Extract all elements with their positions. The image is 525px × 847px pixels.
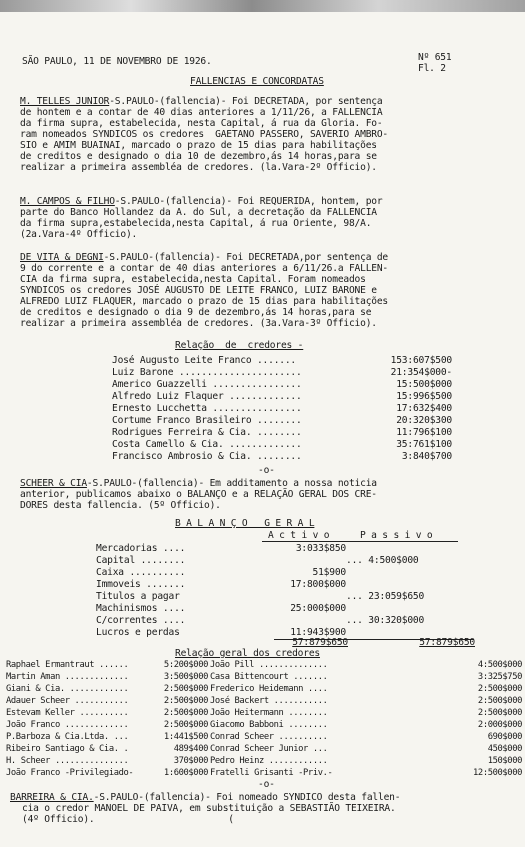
table-row: Raphael Ermantraut ...... 5:200$000 João Pill .............. 4:500$000	[6, 660, 522, 670]
entry-name: BARREIRA & CIA.	[10, 792, 94, 803]
balance-total-passivo: 57:879$650	[419, 637, 475, 648]
balance-title: B A L A N Ç O G E R A L	[175, 518, 315, 529]
list-item: Francisco Ambrosio & Cia. ........ 3:840$700	[112, 451, 452, 462]
separator: -o-	[258, 465, 275, 476]
table-row: Lucros e perdas 11:943$900	[96, 627, 346, 638]
entry-name: M. CAMPOS & FILHO	[20, 196, 115, 207]
sheet-number: Fl. 2	[418, 63, 446, 74]
table-row: Immoveis ....... 17:800$000	[96, 579, 346, 590]
general-title: Relação geral dos credores	[175, 648, 320, 659]
bulletin-number: Nº 651	[418, 52, 452, 63]
balance-header-rule	[262, 541, 458, 542]
creditors-title: Relação de credores -	[175, 340, 304, 351]
list-item: José Augusto Leite Franco ....... 153:607$500	[112, 355, 452, 366]
list-item: Alfredo Luiz Flaquer ............. 15:996$500	[112, 391, 452, 402]
list-item: Americo Guazzelli ................ 15:500$000	[112, 379, 452, 390]
entry-name: SCHEER & CIA	[20, 478, 87, 489]
entry-telles-junior: M. TELLES JUNIOR-S.PAULO-(fallencia)- Foi DECRETADA, por sentença de hontem e a contar de 40 dias anteriores a 1/11/26, a FALLENCIA da firma supra, estabelecida, nesta Capital, á rua da Gloria. Fo- ram nomeados SYNDICOS os credores GAETANO PASSERO, SAVERIO AMBRO- SIO e AMIM BUAINAI, marcado o prazo de 15 dias para habilitações de creditos e designado o dia 10 de dezembro,ás 14 horas,para se realizar a primeira assembléa de credores. (la.Vara-2º Officio).	[20, 96, 389, 173]
list-item: Rodrigues Ferreira & Cia. ........ 11:796$100	[112, 427, 452, 438]
balance-total-activo: 57:879$650	[292, 637, 348, 648]
table-row: João Franco -Privilegiado- 1:600$000 Fratelli Grisanti -Priv.- 12:500$000	[6, 768, 522, 778]
general-creditors-table	[6, 660, 522, 780]
list-item: Costa Camello & Cia. ............. 35:761$100	[112, 439, 452, 450]
table-row: Mercadorias .... 3:033$850	[96, 543, 346, 554]
table-row: Capital ........ ... 4:500$000	[96, 555, 419, 566]
entry-name: DE VITA & DEGNI	[20, 252, 104, 263]
table-row: Ribeiro Santiago & Cia. . 489$400 Conrad Scheer Junior ... 450$000	[6, 744, 522, 754]
list-item: Cortume Franco Brasileiro ........ 20:320$300	[112, 415, 452, 426]
entry-campos-filho: M. CAMPOS & FILHO-S.PAULO-(fallencia)- Foi REQUERIDA, hontem, por parte do Banco Hollandez da A. do Sul, a decretação da FALLENCIA da firma supra,estabelecida,nesta Capital, á rua Oriente, 98/A. (2a.Vara-4º Officio).	[20, 196, 383, 240]
section-title: FALLENCIAS E CONCORDATAS	[190, 76, 324, 87]
table-row: C/correntes .... ... 30:320$000	[96, 615, 425, 626]
table-row: Machinismos .... 25:000$000	[96, 603, 346, 614]
table-row: Adauer Scheer ........... 2:500$000 José Backert ........... 2:500$000	[6, 696, 522, 706]
table-row: Martin Aman ............. 3:500$000 Casa Bittencourt ....... 3:325$750	[6, 672, 522, 682]
entry-de-vita-degni: DE VITA & DEGNI-S.PAULO-(fallencia)- Foi DECRETADA,por sentença de 9 do corrente e a contar de 40 dias anteriores a 6/11/26.a FALLEN- CIA da firma supra, estabelecida,nesta Capital. Foram nomeados SYNDICOS os credores JOSÉ AUGUSTO DE LEITE FRANCO, LUIZ BARONE e ALFREDO LUIZ FLAQUER, marcado o prazo de 15 dias para habilitações de creditos e designado o dia 9 de dezembro,ás 14 horas,para se realizar a primeira assembléa de credores. (3a.Vara-3º Officio).	[20, 252, 389, 329]
table-row: P.Barboza & Cia.Ltda. ... 1:441$500 Conrad Scheer .......... 690$000	[6, 732, 522, 742]
creditors-list	[112, 355, 452, 467]
entry-scheer-cia: SCHEER & CIA-S.PAULO-(fallencia)- Em additamento a nossa noticia anterior, publicamos abaixo o BALANÇO e a RELAÇÃO GERAL DOS CRE- DORES desta fallencia. (5º Officio).	[20, 478, 377, 511]
table-row: Estevam Keller .......... 2:500$000 João Heitermann ........ 2:500$000	[6, 708, 522, 718]
entry-barreira-cia: BARREIRA & CIA.-S.PAULO-(fallencia)- Foi nomeado SYNDICO desta fallen- cia o credor MANOEL DE PAIVA, em substituição a SEBASTIÃO TEIXEIRA. (4º Officio). (	[10, 792, 401, 825]
dateline: SÃO PAULO, 11 DE NOVEMBRO DE 1926.	[22, 56, 212, 67]
table-row: Caixa .......... 51$900	[96, 567, 346, 578]
separator: -o-	[258, 779, 275, 790]
table-row: João Franco ............. 2:500$000 Giacomo Babboni ........ 2:000$000	[6, 720, 522, 730]
balance-col-activo: A c t i v o	[268, 530, 330, 541]
entry-name: M. TELLES JUNIOR	[20, 96, 110, 107]
table-row: Titulos a pagar ... 23:059$650	[96, 591, 425, 602]
list-item: Ernesto Lucchetta ................ 17:632$400	[112, 403, 452, 414]
list-item: Luiz Barone ...................... 21:354$000-	[112, 367, 452, 378]
table-row: H. Scheer ............... 370$000 Pedro Heinz ............ 150$000	[6, 756, 522, 766]
page-top-edge	[0, 0, 525, 12]
table-row: Giani & Cia. ............ 2:500$000 Frederico Heidemann .... 2:500$000	[6, 684, 522, 694]
balance-col-passivo: P a s s i v o	[360, 530, 433, 541]
